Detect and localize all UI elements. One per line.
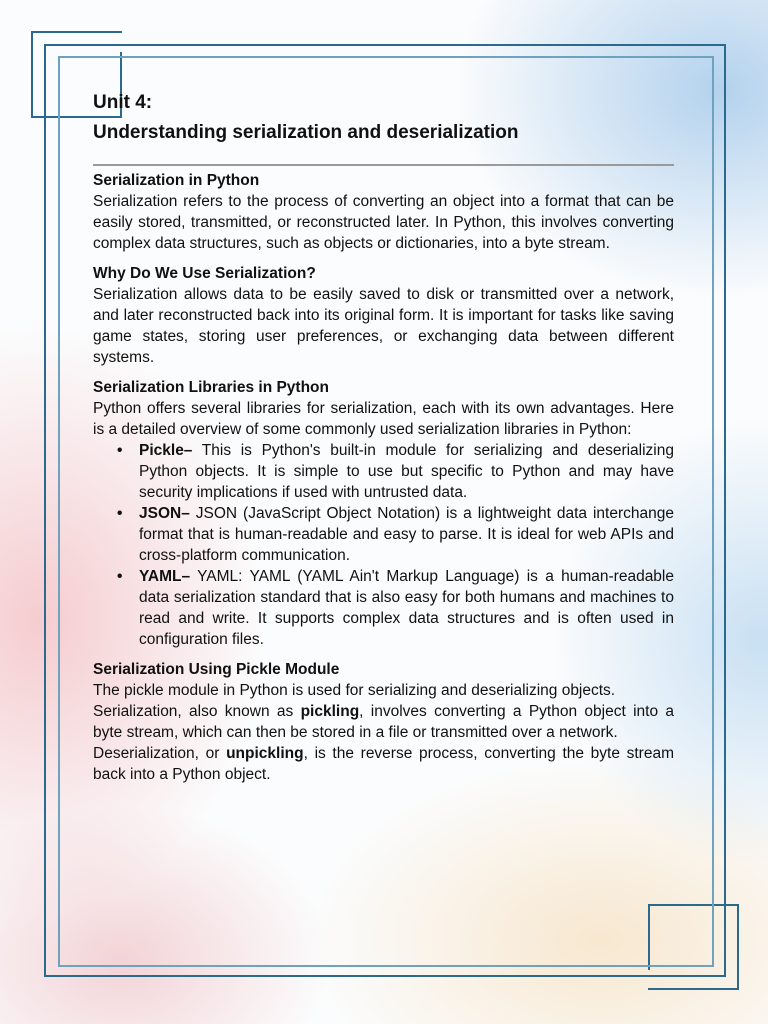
list-item-yaml (117, 566, 674, 650)
section-body-why: Serialization allows data to be easily saved to disk or transmitted over a network, and later reconstructed back into its original form. It is important for tasks like saving game states, storing user preferences, or exchanging data between different systems. (93, 286, 674, 366)
section-body-libraries: Python offers several libraries for serialization, each with its own advantages. Here is a detailed overview of some commonly used serialization libraries in Python: (93, 400, 674, 438)
section-heading-serialization: Serialization in Python (93, 172, 260, 189)
bullet-icon: • (117, 505, 123, 522)
list-item-text: YAML: YAML (YAML Ain't Markup Language) is a human-readable data serialization standard that is also easy for both humans and machines to read and write. It supports complex data structures and is often used in configuration files. (139, 568, 674, 648)
section-body-pickle-intro: The pickle module in Python is used for serializing and deserializing objects. (93, 682, 616, 699)
text-run: Serialization, also known as (93, 703, 301, 720)
libraries-list (93, 440, 674, 650)
document-content (93, 88, 674, 785)
list-item-text: JSON (JavaScript Object Notation) is a lightweight data interchange format that is human-readable and easy to parse. It is ideal for web APIs and cross-platform communication. (139, 505, 674, 564)
list-item-label: JSON– (139, 505, 190, 522)
page-title: Understanding serialization and deserialization (93, 122, 519, 143)
section-heading-pickle: Serialization Using Pickle Module (93, 661, 340, 678)
section-heading-why: Why Do We Use Serialization? (93, 265, 316, 282)
section-body-serialization: Serialization refers to the process of converting an object into a format that can be easily stored, transmitted, or reconstructed later. In Python, this involves converting complex data structures, such as objects or dictionaries, into a byte stream. (93, 193, 674, 252)
bullet-icon: • (117, 568, 123, 585)
section-heading-libraries: Serialization Libraries in Python (93, 379, 329, 396)
section-body-unpickling (93, 743, 674, 785)
list-item-label: Pickle– (139, 442, 193, 459)
bullet-icon: • (117, 442, 123, 459)
list-item-pickle (117, 440, 674, 503)
title-divider (93, 164, 674, 166)
term-pickling: pickling (300, 703, 360, 720)
text-run: , involves converting a Python object into a byte stream, which can then be stored in a file or transmitted over a network. (93, 703, 675, 741)
list-item-text: This is Python's built-in module for serializing and deserializing Python objects. It is simple to use but specific to Python and may have security implications if used with untrusted data. (139, 442, 674, 501)
unit-label: Unit 4: (93, 92, 153, 113)
text-run: , is the reverse process, converting the byte stream back into a Python object. (93, 745, 674, 783)
section-body-pickling (93, 701, 674, 743)
text-run: Deserialization, or (93, 745, 227, 762)
list-item-json (117, 503, 674, 566)
list-item-label: YAML– (139, 568, 191, 585)
term-unpickling: unpickling (226, 745, 304, 762)
